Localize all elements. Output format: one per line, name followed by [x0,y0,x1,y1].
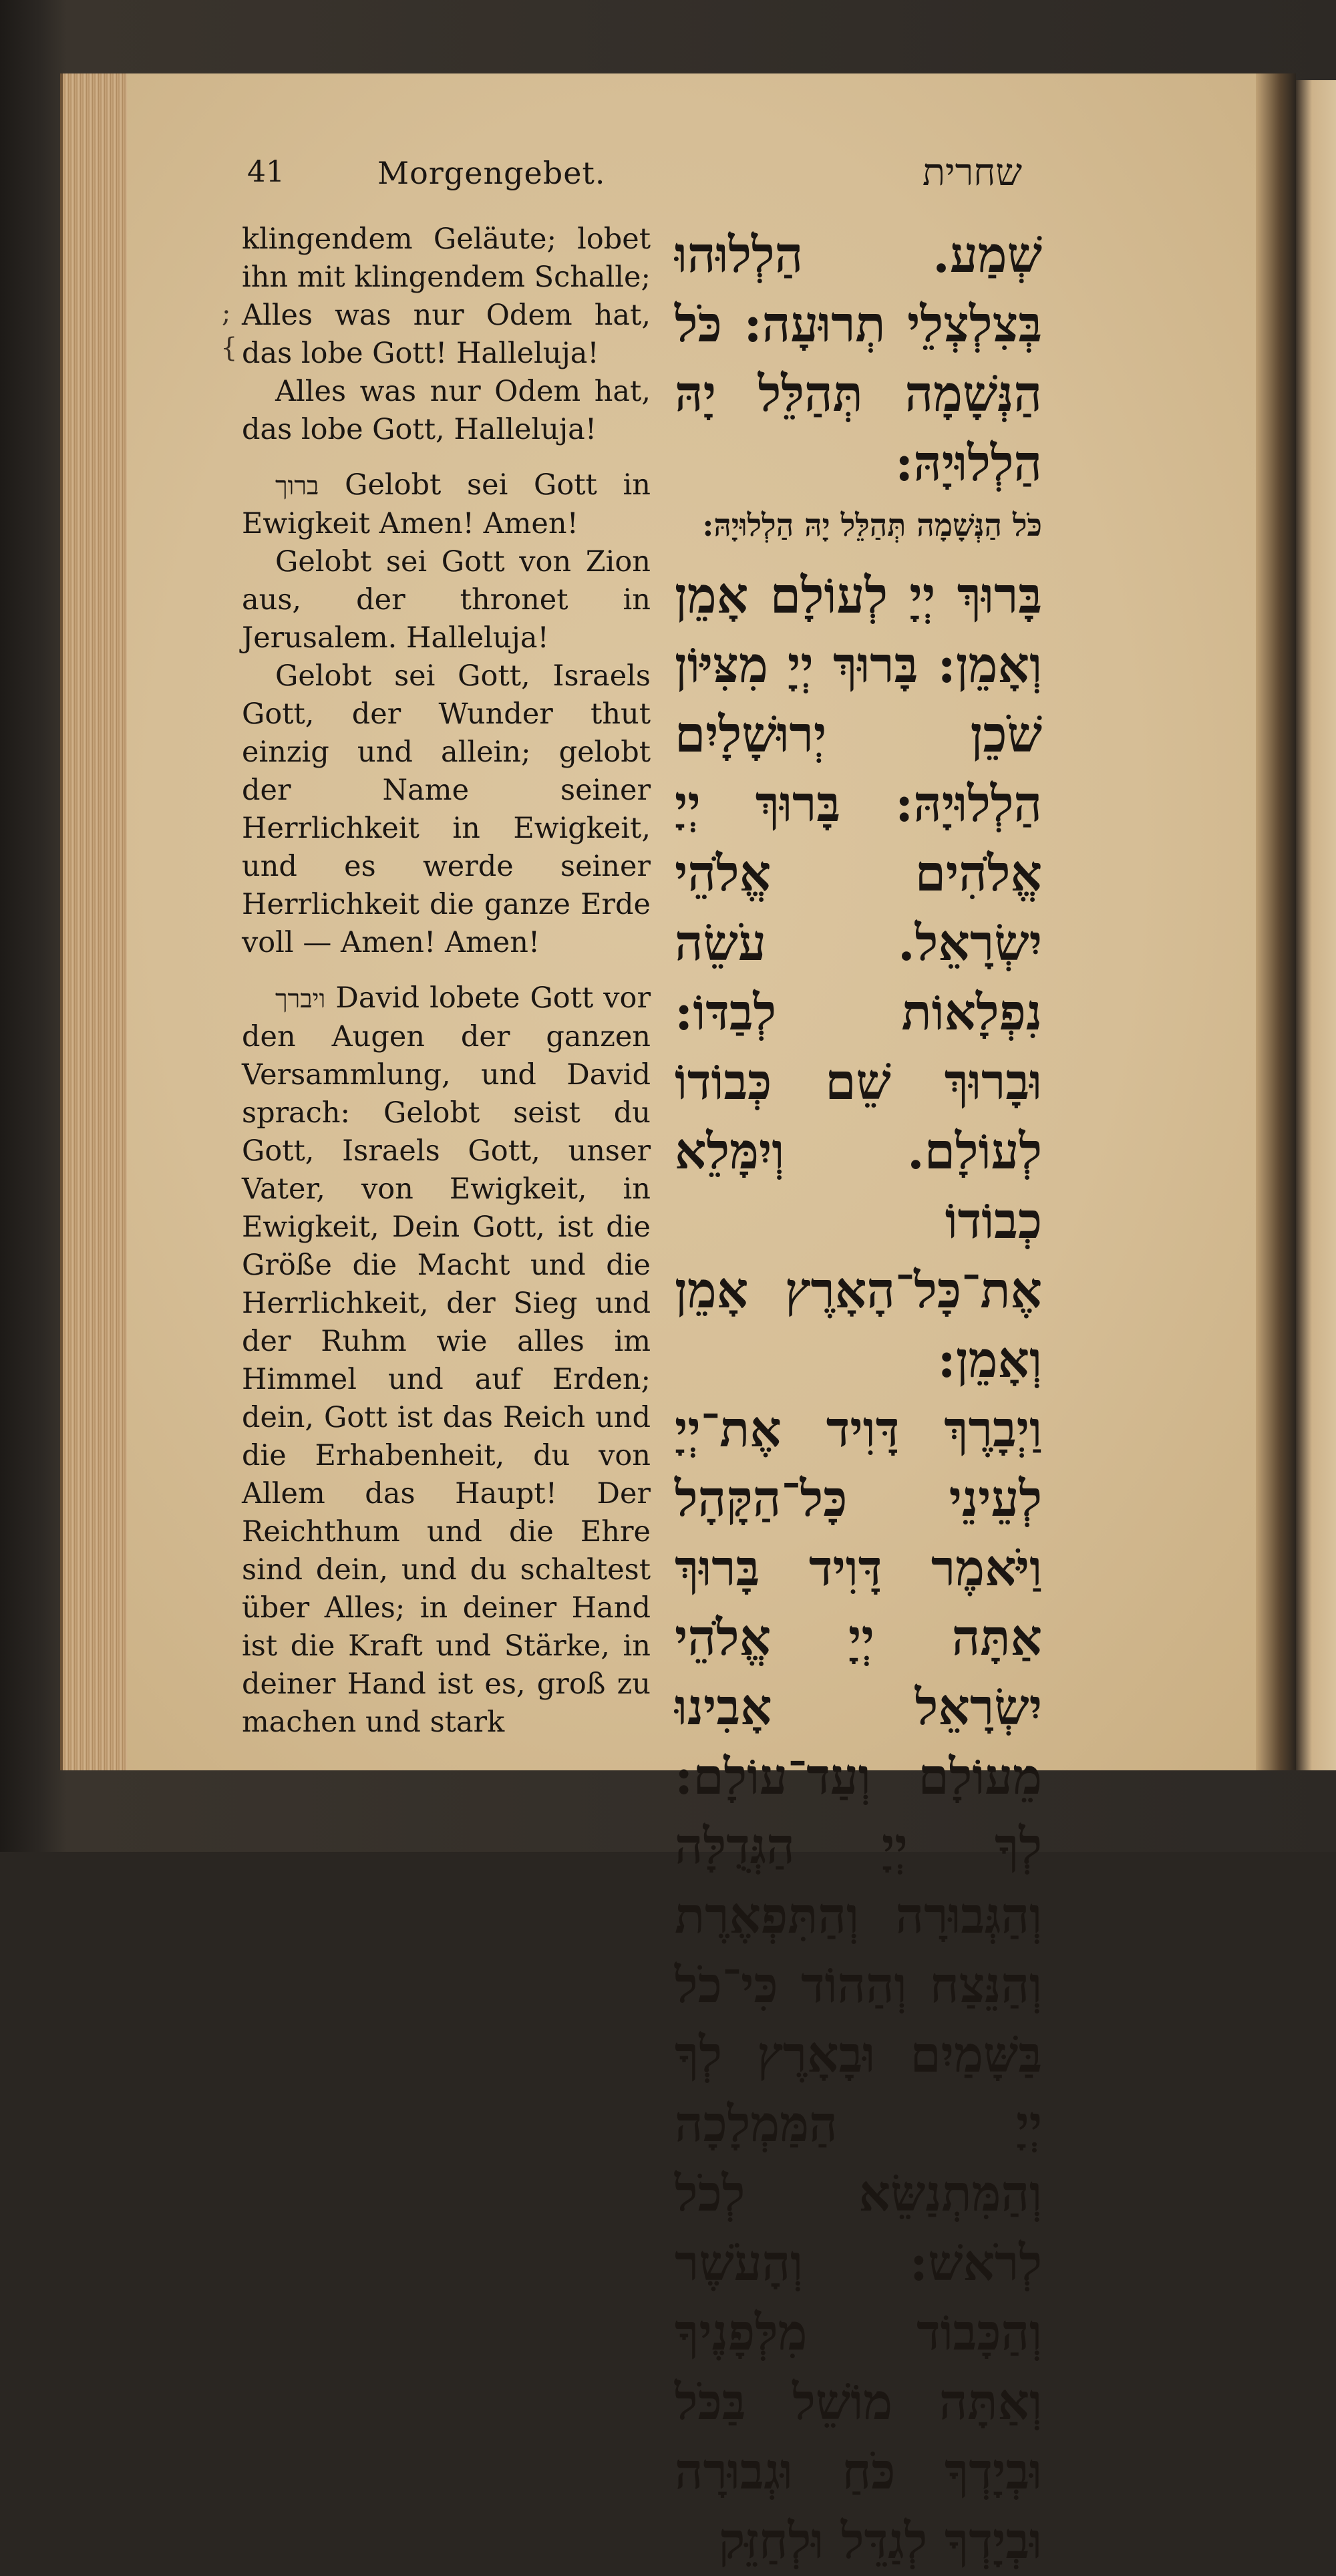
german-paragraph: Gelobt sei Gott von Zion aus, der thronet in Jerusalem. Halleluja! [242,545,651,655]
german-paragraph: Gelobt sei Gott, Israels Gott, der Wunder thut einzig und allein; gelobt der Name seiner Herrlichkeit in Ewigkeit, und es werde seiner Herrlichkeit die ganze Erde voll — Amen! Amen! [242,659,651,959]
page-number: 41 [247,155,285,189]
hebrew-running-title: שחרית [922,151,1022,194]
hebrew-paragraph: שְׁמַע. הַלְלוּהוּ בְּצִלְצְלֵי תְרוּעָה: כֹּל הַנְּשָׁמָה תְּהַלֵּל יָהּ הַלְלוּיָהּ: [675,226,1042,492]
german-running-title: Morgengebet. [377,155,606,191]
hebrew-text-column [675,220,1042,2576]
running-header [240,151,1022,208]
hebrew-cue-word: ברוך [275,471,319,500]
hebrew-paragraph: בָּרוּךְ יְיָ לְעוֹלָם אָמֵן וְאָמֵן: בָּרוּךְ יְיָ מִצִּיּוֹן שֹׁכֵן יְרוּשָׁלָיִם הַלְלוּיָהּ: בָּרוּךְ יְיָ אֱלֹהִים אֱלֹהֵי יִשְׂרָאֵל. עֹשֵׂה נִפְלָאוֹת לְבַדּוֹ: וּבָרוּךְ שֵׁם כְּבוֹדוֹ לְעוֹלָם. וְיִמָּלֵא כְבוֹדוֹ אֶת־כָּל־הָאָרֶץ אָמֵן וְאָמֵן: [675,567,1042,1389]
german-paragraph-text: David lobete Gott vor den Augen der ganzen Versammlung, und David sprach: Gelobt seist du Gott, Israels Gott, unser Vater, von Ewigkeit, in Ewigkeit, Dein Gott, ist die Größe die Macht und die Herrlichkeit, der Sieg und der Ruhm wie alles im Himmel und auf Erden; dein, Gott ist das Reich und die Erhabenheit, du von Allem das Haupt! Der Reichthum und die Ehre sind dein, und du schaltest über Alles; in deiner Hand ist die Kraft und Stärke, in deiner Hand ist es, groß zu machen und stark [242,981,651,1739]
facing-page-edge [1296,80,1336,1770]
hebrew-cue-word: ויברך [275,984,326,1013]
german-paragraph: Alles was nur Odem hat, das lobe Gott, Halleluja! [242,375,651,446]
german-translation-column [242,220,651,1742]
hebrew-paragraph: וַיְבָרֶךְ דָּוִיד אֶת־יְיָ לְעֵינֵי כָּל־הַקָּהָל וַיֹּאמֶר דָּוִיד בָּרוּךְ אַתָּה יְיָ אֱלֹהֵי יִשְׂרָאֵל אָבִינוּ מֵעוֹלָם וְעַד־עוֹלָם: לְךָ יְיָ הַגְּדֻלָּה וְהַגְּבוּרָה וְהַתִּפְאֶרֶת וְהַנֵּצַח וְהַהוֹד כִּי־כֹל בַּשָּׁמַיִם וּבָאָרֶץ לְךָ יְיָ הַמַּמְלָכָה וְהַמִּתְנַשֵּׂא לְכֹל לְרֹאשׁ: וְהָעֹשֶׁר וְהַכָּבוֹד מִלְּפָנֶיךָ וְאַתָּה מוֹשֵׁל בַּכֹּל וּבְיָדְךָ כֹּחַ וּגְבוּרָה וּבְיָדְךָ לְגַדֵּל וּלְחַזֵּק [675,1401,1042,2570]
margin-mark: { [220,333,238,363]
page-stack-edge [60,73,136,1770]
german-paragraph [242,466,651,543]
german-paragraph [242,979,651,1742]
book-gutter [1256,73,1296,1770]
margin-mark: ; [222,298,231,329]
hebrew-refrain-line: כֹּל הַנְּשָׁמָה תְּהַלֵּל יָהּ הַלְלוּיָהּ: [702,507,1042,543]
german-paragraph-text: Gelobt sei Gott in Ewigkeit Amen! Amen! [242,468,651,540]
german-paragraph: klingendem Geläute; lobet ihn mit klingendem Schalle; Alles was nur Odem hat, das lobe Gott! Halleluja! [242,222,651,370]
